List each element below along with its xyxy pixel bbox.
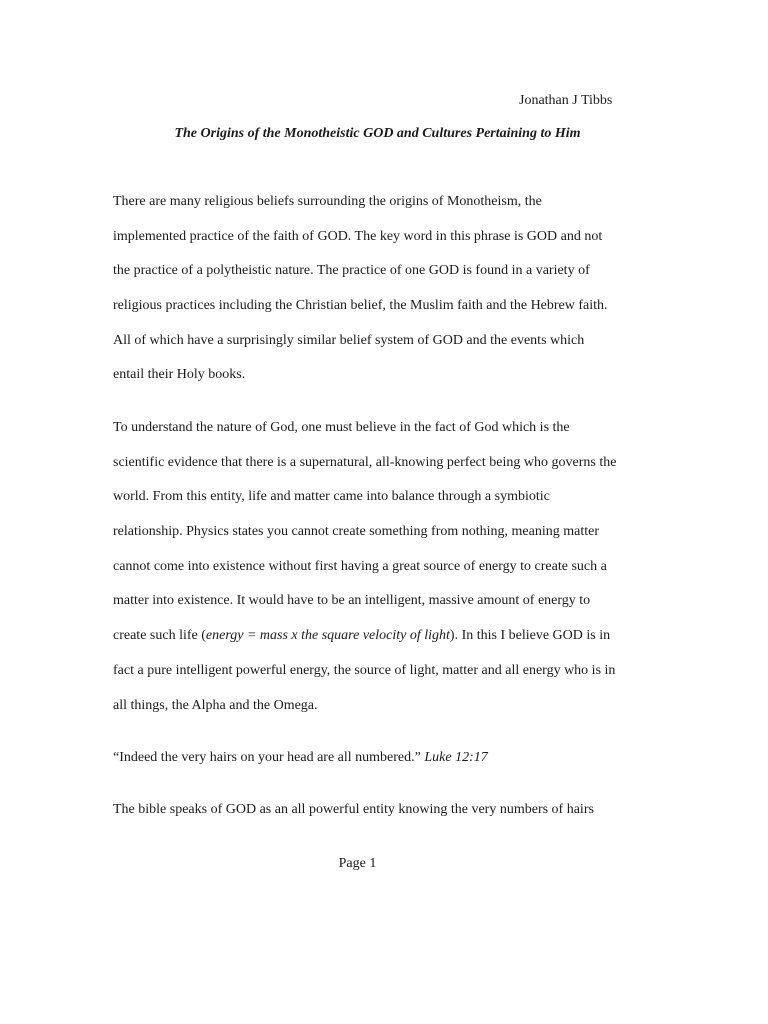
page-number: Page 1: [338, 856, 377, 871]
formula-line-end: ). In this I believe GOD is in: [449, 628, 611, 644]
paragraph-line: The bible speaks of GOD as an all powerful entity knowing the very numbers of hairs: [113, 802, 594, 817]
paragraph-line: the practice of a polytheistic nature. The practice of one GOD is found in a variety of: [113, 263, 590, 279]
quote-text: “Indeed the very hairs on your head are all numbered.”: [113, 750, 421, 765]
quote-reference: Luke 12:17: [424, 750, 488, 765]
formula-line: [113, 619, 643, 654]
paragraph-line: matter into existence. It would have to be an intelligent, massive amount of energy to: [113, 593, 591, 609]
paragraph-line: cannot come into existence without first having a great source of energy to create such a: [113, 558, 607, 574]
formula-line-start: create such life (: [113, 628, 206, 644]
paragraph-line: scientific evidence that there is a supernatural, all-knowing perfect being who governs the: [113, 454, 617, 470]
paragraph-bible-speaks: [113, 793, 643, 828]
paragraph-line: fact a pure intelligent powerful energy, the source of light, matter and all energy who is in: [113, 662, 616, 678]
paragraph-intro: [113, 185, 643, 393]
paragraph-line: religious practices including the Christian belief, the Muslim faith and the Hebrew faith.: [113, 298, 608, 314]
paragraph-line: all things, the Alpha and the Omega.: [113, 697, 318, 713]
paragraph-line: To understand the nature of God, one must believe in the fact of God which is the: [113, 420, 570, 435]
paragraph-line: implemented practice of the faith of GOD. The key word in this phrase is GOD and not: [113, 228, 603, 244]
paragraph-nature-of-god: [113, 411, 643, 723]
document-title: The Origins of the Monotheistic GOD and Cultures Pertaining to Him: [174, 126, 581, 141]
energy-formula: energy = mass x the square velocity of light: [205, 628, 450, 644]
paragraph-line: world. From this entity, life and matter came into balance through a symbiotic: [113, 489, 550, 505]
paragraph-line: relationship. Physics states you cannot create something from nothing, meaning matter: [113, 524, 600, 540]
paragraph-line: All of which have a surprisingly similar belief system of GOD and the events which: [113, 332, 585, 348]
quote-line: [113, 741, 643, 776]
author-name: Jonathan J Tibbs: [519, 93, 613, 108]
paragraph-line: There are many religious beliefs surrounding the origins of Monotheism, the: [113, 194, 542, 209]
bible-quote: [113, 741, 643, 776]
paragraph-line: entail their Holy books.: [113, 367, 246, 383]
